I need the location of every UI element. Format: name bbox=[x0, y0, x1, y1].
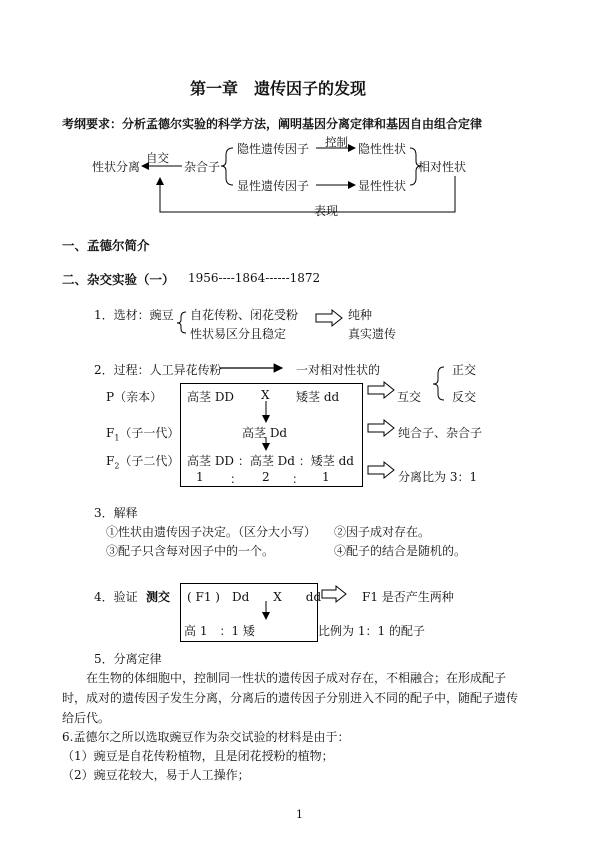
f2-offspring: 高茎 DD ：高茎 Dd ：矮茎 dd bbox=[187, 454, 354, 468]
page-title: 第一章 遗传因子的发现 bbox=[190, 79, 367, 98]
law-text-line1: 在生物的体细胞中，控制同一性状的遗传因子成对存在，不相融合；在形成配子 bbox=[86, 671, 507, 685]
pair-traits-label: 一对相对性状的 bbox=[296, 363, 381, 377]
verify-note-2: 比例为 1：1 的配子 bbox=[318, 624, 425, 638]
p-cross-symbol: X bbox=[261, 388, 270, 402]
item4-label: 4．验证 bbox=[94, 590, 138, 604]
ratio-hollow-arrow bbox=[368, 462, 394, 478]
testcross-label: 测交 bbox=[146, 590, 171, 604]
section-hybrid-experiment: 二、杂交实验（一） bbox=[62, 272, 175, 287]
testcross-result: 高 1 ：1 矮 bbox=[184, 624, 255, 638]
item1-line1: 自花传粉、闭花受粉 bbox=[190, 308, 299, 322]
p-short-parent: 矮茎 dd bbox=[296, 390, 340, 404]
item1-brace bbox=[177, 312, 186, 333]
ratio-note: 分离比为 3：1 bbox=[398, 470, 478, 484]
f1-hollow-arrow bbox=[368, 420, 394, 436]
explanation-4: ④配子的结合是随机的。 bbox=[334, 544, 467, 558]
p-generation-label: P（亲本） bbox=[106, 390, 163, 404]
reciprocal-brace bbox=[433, 367, 444, 400]
item6-heading: 6.孟德尔之所以选取豌豆作为杂交试验的材料是由于： bbox=[62, 730, 350, 744]
item1-hollow-arrow bbox=[316, 310, 342, 326]
law-text-line3: 给后代。 bbox=[62, 711, 111, 725]
f2-generation-label: $F_2$（子二代） bbox=[106, 454, 180, 471]
explanation-1: ①性状由遗传因子决定。（区分大小写） bbox=[106, 525, 317, 539]
f1-note: 纯合子、杂合子 bbox=[398, 426, 483, 440]
dominant-factor-label: 显性遗传因子 bbox=[237, 179, 310, 193]
reciprocal-cross-label: 互交 bbox=[397, 390, 422, 404]
law-text-line2: 时，成对的遗传因子发生分离，分离后的遗传因子分别进入不同的配子中，随配子遗传 bbox=[62, 691, 519, 705]
heterozygote-label: 杂合子 bbox=[184, 160, 221, 174]
ratio-2: 2 bbox=[262, 470, 270, 484]
ratio-3: 1 bbox=[322, 470, 330, 484]
item1-result1: 纯种 bbox=[348, 308, 373, 322]
ratio-1: 1 bbox=[196, 470, 204, 484]
item5-label: 5．分离定律 bbox=[94, 652, 162, 666]
explanation-2: ②因子成对存在。 bbox=[334, 525, 431, 539]
forward-cross-label: 正交 bbox=[452, 363, 477, 377]
page-number: 1 bbox=[296, 808, 303, 821]
p-tall-parent: 高茎 DD bbox=[187, 390, 235, 404]
item1-label: 1．选材：豌豆 bbox=[94, 308, 174, 322]
trait-brace bbox=[410, 148, 421, 185]
exam-requirement: 考纲要求：分析孟德尔实验的科学方法，阐明基因分离定律和基因自由组合定律 bbox=[62, 117, 483, 131]
dominant-trait-label: 显性性状 bbox=[358, 179, 407, 193]
section-mendel-intro: 一、孟德尔简介 bbox=[62, 238, 150, 253]
item2-label: 2．过程：人工异花传粉 bbox=[94, 363, 222, 377]
recessive-trait-label: 隐性性状 bbox=[358, 142, 407, 156]
reverse-cross-label: 反交 bbox=[452, 390, 477, 404]
timeline-years: 1956----1864------1872 bbox=[188, 271, 321, 285]
trait-segregation-label: 性状分离 bbox=[92, 160, 141, 174]
relative-traits-label: 相对性状 bbox=[418, 160, 467, 174]
factor-brace bbox=[221, 148, 233, 185]
verify-note-1: F1 是否产生两种 bbox=[362, 590, 454, 604]
reciprocal-hollow-arrow bbox=[368, 382, 394, 398]
item6-reason-2: （2）豌豆花较大，易于人工操作； bbox=[62, 768, 250, 782]
ratio-sep-1: ： bbox=[230, 472, 243, 486]
f1-generation-label: $F_1$（子一代） bbox=[106, 426, 180, 443]
expression-return-arrow bbox=[160, 176, 455, 212]
recessive-factor-label: 隐性遗传因子 bbox=[237, 142, 310, 156]
self-cross-label: 自交 bbox=[146, 151, 169, 165]
explanation-3: ③配子只含每对因子中的一个。 bbox=[106, 544, 275, 558]
control-label: 控制 bbox=[325, 135, 348, 149]
f1-offspring: 高茎 Dd bbox=[242, 426, 288, 440]
expression-label: 表现 bbox=[314, 204, 339, 218]
testcross-formula: ( F1 ) Dd X dd bbox=[187, 590, 322, 604]
item3-label: 3．解释 bbox=[94, 506, 138, 520]
item6-reason-1: （1）豌豆是自花传粉植物，且是闭花授粉的植物； bbox=[62, 749, 334, 763]
item1-result2: 真实遗传 bbox=[348, 327, 397, 341]
item1-line2: 性状易区分且稳定 bbox=[190, 327, 287, 341]
ratio-sep-2: ： bbox=[292, 472, 305, 486]
testcross-hollow-arrow bbox=[322, 586, 346, 602]
